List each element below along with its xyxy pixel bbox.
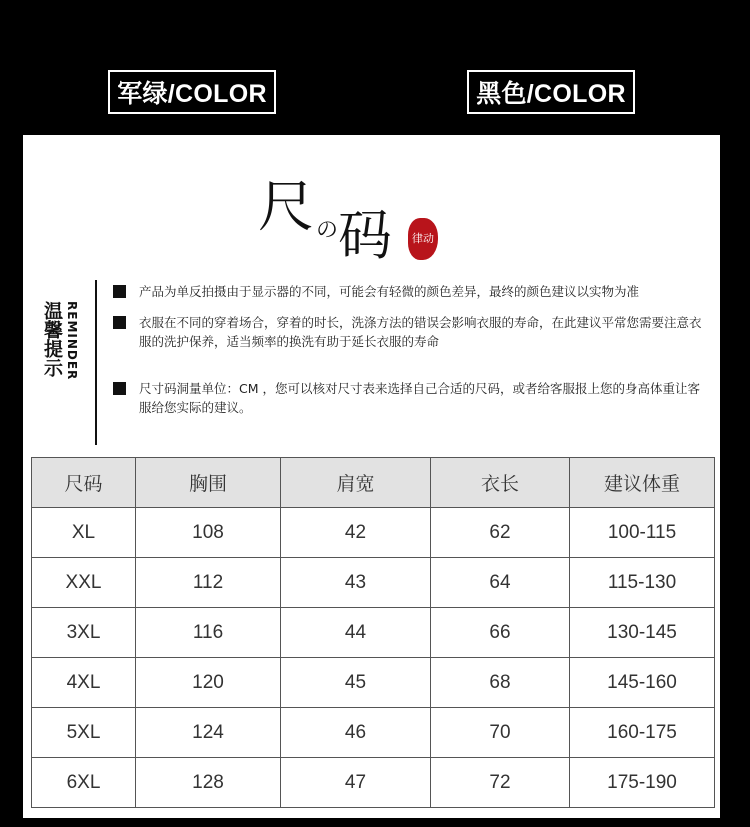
cell-shoulder: 46 xyxy=(281,708,431,758)
cell-shoulder: 47 xyxy=(281,758,431,808)
cell-chest: 116 xyxy=(136,608,281,658)
cell-length: 68 xyxy=(431,658,570,708)
table-row xyxy=(32,558,715,608)
cell-weight: 175-190 xyxy=(570,758,715,808)
bullet-square-icon xyxy=(113,382,126,395)
note-item xyxy=(113,379,703,417)
bullet-square-icon xyxy=(113,285,126,298)
table-row xyxy=(32,508,715,558)
reminder-title-en: REMINDER xyxy=(65,301,79,381)
cell-weight: 100-115 xyxy=(570,508,715,558)
size-chart-logo xyxy=(258,163,438,273)
reminder-title-cn: 温馨提示 xyxy=(41,301,63,377)
cell-shoulder: 44 xyxy=(281,608,431,658)
cell-size: XXL xyxy=(32,558,136,608)
cell-length: 66 xyxy=(431,608,570,658)
table-header-row xyxy=(32,458,715,508)
cell-chest: 112 xyxy=(136,558,281,608)
cell-weight: 130-145 xyxy=(570,608,715,658)
header-weight: 建议体重 xyxy=(570,458,715,508)
note-text: 尺寸码洞量单位：CM ，您可以核对尺寸表来选择自己合适的尺码，或者给客服报上您的身高体重让客服给您实际的建议。 xyxy=(139,381,700,415)
table-row xyxy=(32,658,715,708)
note-text: 产品为单反拍摄由于显示器的不同，可能会有轻微的颜色差异，最终的颜色建议以实物为准 xyxy=(139,284,640,299)
cell-size: 3XL xyxy=(32,608,136,658)
note-text: 衣服在不同的穿着场合，穿着的时长，洗涤方法的错误会影响衣服的寿命，在此建议平常您需要注意衣服的洗护保养，适当频率的换洗有助于延长衣服的寿命 xyxy=(139,315,702,349)
reminder-notes xyxy=(113,282,703,431)
color-label-black: 黑色/COLOR xyxy=(467,70,635,114)
cell-chest: 128 xyxy=(136,758,281,808)
cell-length: 72 xyxy=(431,758,570,808)
cell-shoulder: 43 xyxy=(281,558,431,608)
cell-size: 4XL xyxy=(32,658,136,708)
cell-chest: 108 xyxy=(136,508,281,558)
header-shoulder: 肩宽 xyxy=(281,458,431,508)
bullet-square-icon xyxy=(113,316,126,329)
cell-length: 70 xyxy=(431,708,570,758)
cell-weight: 145-160 xyxy=(570,658,715,708)
cell-shoulder: 42 xyxy=(281,508,431,558)
cell-chest: 124 xyxy=(136,708,281,758)
cell-size: XL xyxy=(32,508,136,558)
cell-weight: 160-175 xyxy=(570,708,715,758)
color-label-army-green: 军绿/COLOR xyxy=(108,70,276,114)
size-table xyxy=(31,457,715,808)
table-row xyxy=(32,758,715,808)
cell-length: 62 xyxy=(431,508,570,558)
reminder-divider xyxy=(95,280,97,445)
size-info-panel xyxy=(23,135,720,818)
header-length: 衣长 xyxy=(431,458,570,508)
red-seal-stamp xyxy=(408,218,438,260)
cell-chest: 120 xyxy=(136,658,281,708)
cell-shoulder: 45 xyxy=(281,658,431,708)
table-row xyxy=(32,708,715,758)
reminder-heading xyxy=(43,293,81,443)
header-chest: 胸围 xyxy=(136,458,281,508)
seal-text: 律动 xyxy=(412,232,434,245)
table-row xyxy=(32,608,715,658)
cell-size: 5XL xyxy=(32,708,136,758)
header-size: 尺码 xyxy=(32,458,136,508)
logo-char-no: の xyxy=(316,218,339,243)
logo-char-chi: 尺 xyxy=(258,175,314,240)
cell-weight: 115-130 xyxy=(570,558,715,608)
cell-size: 6XL xyxy=(32,758,136,808)
cell-length: 64 xyxy=(431,558,570,608)
note-item xyxy=(113,282,703,301)
note-item xyxy=(113,313,703,351)
logo-char-ma: 码 xyxy=(338,204,392,267)
